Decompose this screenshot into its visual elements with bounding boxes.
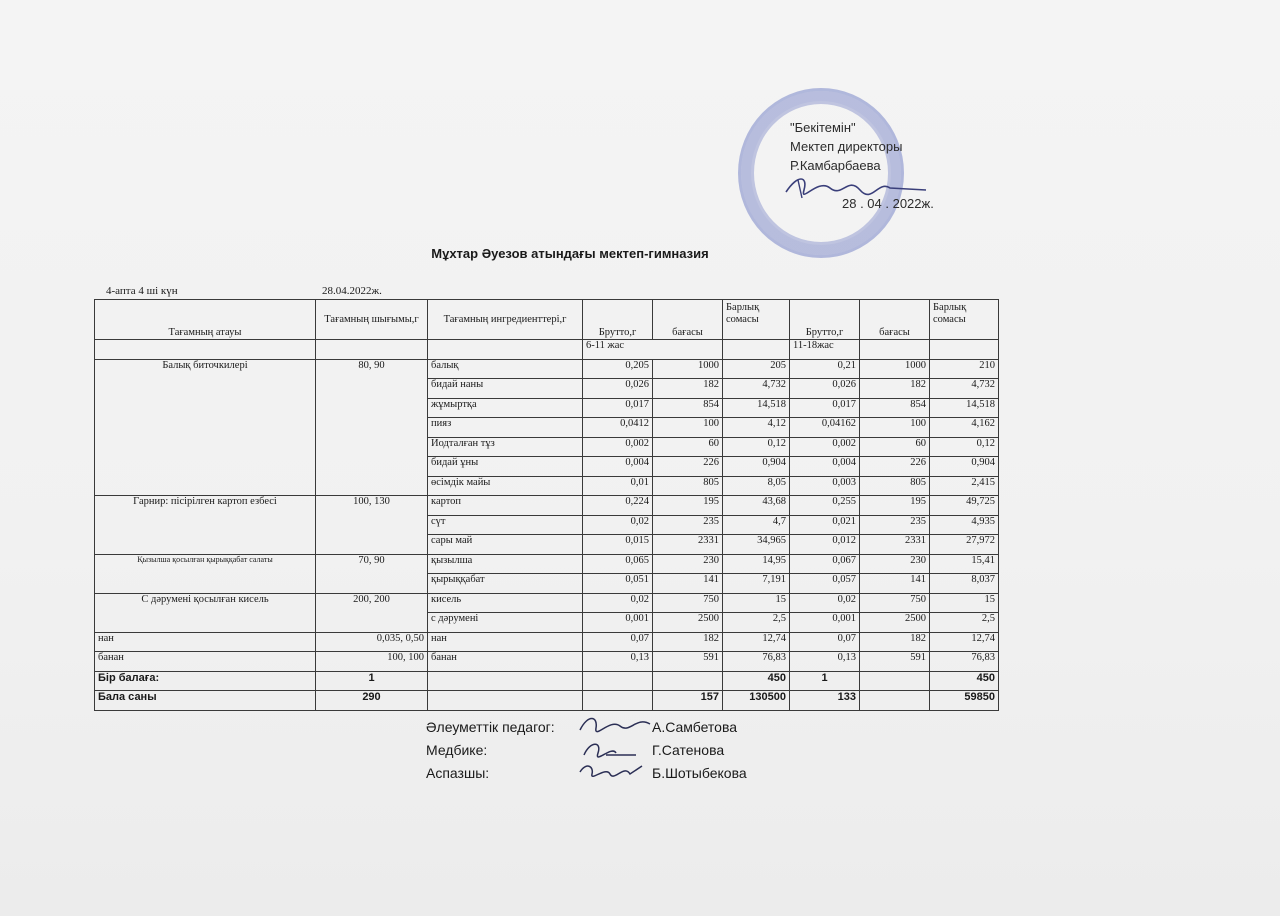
dish-output: 200, 200: [316, 593, 428, 632]
table-row: [95, 496, 999, 516]
dish-output: 0,035, 0,50: [316, 632, 428, 652]
brutto-6-11: 0,065: [583, 554, 653, 574]
total-11-18: 2,5: [930, 613, 999, 633]
dish-name: С дәрумені қосылған кисель: [95, 593, 316, 632]
brutto-6-11: 0,13: [583, 652, 653, 672]
children-count-output: 290: [316, 691, 428, 711]
total-6-11: 2,5: [723, 613, 790, 633]
per-child-brutto-11-18: 1: [790, 671, 860, 691]
brutto-6-11: 0,0412: [583, 418, 653, 438]
ingredient-name: жұмыртқа: [428, 398, 583, 418]
dish-name: Гарнир: пісірілген картоп езбесі: [95, 496, 316, 555]
total-11-18: 14,518: [930, 398, 999, 418]
signature-name: Б.Шотыбекова: [652, 765, 747, 781]
table-header-row: [95, 300, 999, 340]
table-row: [95, 554, 999, 574]
header-brutto-1: Брутто,г: [583, 300, 653, 340]
per-child-output: 1: [316, 671, 428, 691]
brutto-6-11: 0,002: [583, 437, 653, 457]
header-price-1: бағасы: [653, 300, 723, 340]
director-signature: [778, 168, 928, 204]
header-brutto-2: Брутто,г: [790, 300, 860, 340]
ingredient-name: банан: [428, 652, 583, 672]
price-6-11: 2500: [653, 613, 723, 633]
total-6-11: 0,904: [723, 457, 790, 477]
table-cell: [583, 691, 653, 711]
brutto-6-11: 0,017: [583, 398, 653, 418]
total-11-18: 2,415: [930, 476, 999, 496]
price-11-18: 100: [860, 418, 930, 438]
brutto-11-18: 0,21: [790, 359, 860, 379]
price-11-18: 226: [860, 457, 930, 477]
dish-name: Қызылша қосылған қырыққабат салаты: [95, 554, 316, 593]
signature-role: Медбике:: [426, 742, 488, 758]
total-6-11: 0,12: [723, 437, 790, 457]
ingredient-name: кисель: [428, 593, 583, 613]
per-child-total-6-11: 450: [723, 671, 790, 691]
total-6-11: 14,518: [723, 398, 790, 418]
brutto-11-18: 0,017: [790, 398, 860, 418]
dish-name: Балық биточкилері: [95, 359, 316, 496]
price-6-11: 100: [653, 418, 723, 438]
ingredient-name: нан: [428, 632, 583, 652]
brutto-6-11: 0,01: [583, 476, 653, 496]
brutto-6-11: 0,02: [583, 515, 653, 535]
table-row: [95, 593, 999, 613]
brutto-6-11: 0,224: [583, 496, 653, 516]
table-row: [95, 632, 999, 652]
brutto-11-18: 0,13: [790, 652, 860, 672]
brutto-11-18: 0,001: [790, 613, 860, 633]
dish-output: 80, 90: [316, 359, 428, 496]
ingredient-name: бидай наны: [428, 379, 583, 399]
header-total-2: Барлық сомасы: [930, 300, 999, 340]
brutto-11-18: 0,02: [790, 593, 860, 613]
brutto-6-11: 0,001: [583, 613, 653, 633]
total-11-18: 15: [930, 593, 999, 613]
price-11-18: 1000: [860, 359, 930, 379]
price-6-11: 230: [653, 554, 723, 574]
header-dish-name: Тағамның атауы: [95, 300, 316, 340]
total-11-18: 76,83: [930, 652, 999, 672]
price-11-18: 805: [860, 476, 930, 496]
ingredient-name: Иодталған тұз: [428, 437, 583, 457]
brutto-11-18: 0,067: [790, 554, 860, 574]
price-11-18: 230: [860, 554, 930, 574]
price-11-18: 591: [860, 652, 930, 672]
handwritten-signature: [576, 758, 656, 786]
dish-name: нан: [95, 632, 316, 652]
brutto-6-11: 0,02: [583, 593, 653, 613]
brutto-11-18: 0,255: [790, 496, 860, 516]
total-6-11: 205: [723, 359, 790, 379]
children-count-label: Бала саны: [95, 691, 316, 711]
table-cell: [583, 671, 653, 691]
price-6-11: 182: [653, 379, 723, 399]
menu-date: 28.04.2022ж.: [322, 285, 382, 297]
dish-output: 100, 130: [316, 496, 428, 555]
total-6-11: 4,12: [723, 418, 790, 438]
total-11-18: 15,41: [930, 554, 999, 574]
header-total-1: Барлық сомасы: [723, 300, 790, 340]
header-output: Тағамның шығымы,г: [316, 300, 428, 340]
ingredient-name: қырыққабат: [428, 574, 583, 594]
brutto-11-18: 0,004: [790, 457, 860, 477]
ingredient-name: балық: [428, 359, 583, 379]
total-6-11: 14,95: [723, 554, 790, 574]
ingredient-name: сары май: [428, 535, 583, 555]
ingredient-name: өсімдік майы: [428, 476, 583, 496]
per-child-label: Бір балаға:: [95, 671, 316, 691]
total-6-11: 43,68: [723, 496, 790, 516]
children-total-6-11: 130500: [723, 691, 790, 711]
signature-role: Әлеуметтік педагог:: [426, 719, 555, 735]
table-cell: [653, 671, 723, 691]
brutto-11-18: 0,04162: [790, 418, 860, 438]
price-6-11: 591: [653, 652, 723, 672]
ingredient-name: с дәрумені: [428, 613, 583, 633]
ingredient-name: бидай ұны: [428, 457, 583, 477]
price-11-18: 195: [860, 496, 930, 516]
document-title: Мұхтар Әуезов атындағы мектеп-гимназия: [431, 246, 709, 261]
age-group-6-11: 6-11 жас: [583, 340, 723, 360]
brutto-6-11: 0,051: [583, 574, 653, 594]
brutto-6-11: 0,015: [583, 535, 653, 555]
price-6-11: 195: [653, 496, 723, 516]
table-cell: [860, 671, 930, 691]
brutto-11-18: 0,021: [790, 515, 860, 535]
total-6-11: 34,965: [723, 535, 790, 555]
children-brutto-11-18: 133: [790, 691, 860, 711]
ingredient-name: қызылша: [428, 554, 583, 574]
table-cell: [428, 691, 583, 711]
week-day-label: 4-апта 4 ші күн: [106, 285, 178, 297]
price-6-11: 1000: [653, 359, 723, 379]
age-group-11-18: 11-18жас: [790, 340, 860, 360]
header-ingredients: Тағамның ингредиенттері,г: [428, 300, 583, 340]
brutto-11-18: 0,002: [790, 437, 860, 457]
table-row: [95, 652, 999, 672]
price-11-18: 235: [860, 515, 930, 535]
total-11-18: 49,725: [930, 496, 999, 516]
dish-name: банан: [95, 652, 316, 672]
approval-line-1: "Бекітемін": [790, 120, 856, 135]
price-6-11: 750: [653, 593, 723, 613]
price-6-11: 182: [653, 632, 723, 652]
ingredient-name: картоп: [428, 496, 583, 516]
total-6-11: 76,83: [723, 652, 790, 672]
price-11-18: 60: [860, 437, 930, 457]
total-6-11: 4,7: [723, 515, 790, 535]
menu-table: [94, 299, 999, 711]
brutto-6-11: 0,004: [583, 457, 653, 477]
brutto-6-11: 0,07: [583, 632, 653, 652]
total-11-18: 4,732: [930, 379, 999, 399]
price-6-11: 2331: [653, 535, 723, 555]
approval-line-3: Р.Камбарбаева: [790, 158, 881, 173]
price-6-11: 805: [653, 476, 723, 496]
children-brutto-6-11: 157: [653, 691, 723, 711]
total-6-11: 4,732: [723, 379, 790, 399]
total-11-18: 0,12: [930, 437, 999, 457]
price-11-18: 141: [860, 574, 930, 594]
table-cell: [860, 691, 930, 711]
price-11-18: 750: [860, 593, 930, 613]
price-6-11: 235: [653, 515, 723, 535]
brutto-6-11: 0,026: [583, 379, 653, 399]
dish-output: 70, 90: [316, 554, 428, 593]
table-row: [95, 359, 999, 379]
price-11-18: 182: [860, 379, 930, 399]
price-6-11: 854: [653, 398, 723, 418]
total-6-11: 12,74: [723, 632, 790, 652]
brutto-11-18: 0,07: [790, 632, 860, 652]
brutto-11-18: 0,012: [790, 535, 860, 555]
total-11-18: 4,935: [930, 515, 999, 535]
children-total-11-18: 59850: [930, 691, 999, 711]
total-11-18: 8,037: [930, 574, 999, 594]
signature-name: А.Самбетова: [652, 719, 738, 735]
ingredient-name: сүт: [428, 515, 583, 535]
price-11-18: 854: [860, 398, 930, 418]
total-11-18: 210: [930, 359, 999, 379]
price-6-11: 60: [653, 437, 723, 457]
signature-name: Г.Сатенова: [652, 742, 725, 758]
age-group-row: [95, 340, 999, 360]
header-price-2: бағасы: [860, 300, 930, 340]
table-cell: [428, 671, 583, 691]
children-count-row: [95, 691, 999, 711]
price-11-18: 2331: [860, 535, 930, 555]
brutto-11-18: 0,057: [790, 574, 860, 594]
brutto-11-18: 0,026: [790, 379, 860, 399]
approval-line-2: Мектеп директоры: [790, 139, 903, 154]
brutto-11-18: 0,003: [790, 476, 860, 496]
price-11-18: 182: [860, 632, 930, 652]
total-11-18: 12,74: [930, 632, 999, 652]
ingredient-name: пияз: [428, 418, 583, 438]
price-6-11: 141: [653, 574, 723, 594]
per-child-total-11-18: 450: [930, 671, 999, 691]
per-child-row: [95, 671, 999, 691]
total-6-11: 8,05: [723, 476, 790, 496]
brutto-6-11: 0,205: [583, 359, 653, 379]
price-11-18: 2500: [860, 613, 930, 633]
dish-output: 100, 100: [316, 652, 428, 672]
total-11-18: 4,162: [930, 418, 999, 438]
total-11-18: 27,972: [930, 535, 999, 555]
total-11-18: 0,904: [930, 457, 999, 477]
signature-role: Аспазшы:: [426, 765, 490, 781]
total-6-11: 15: [723, 593, 790, 613]
approval-date: 28 . 04 . 2022ж.: [842, 196, 934, 211]
total-6-11: 7,191: [723, 574, 790, 594]
price-6-11: 226: [653, 457, 723, 477]
